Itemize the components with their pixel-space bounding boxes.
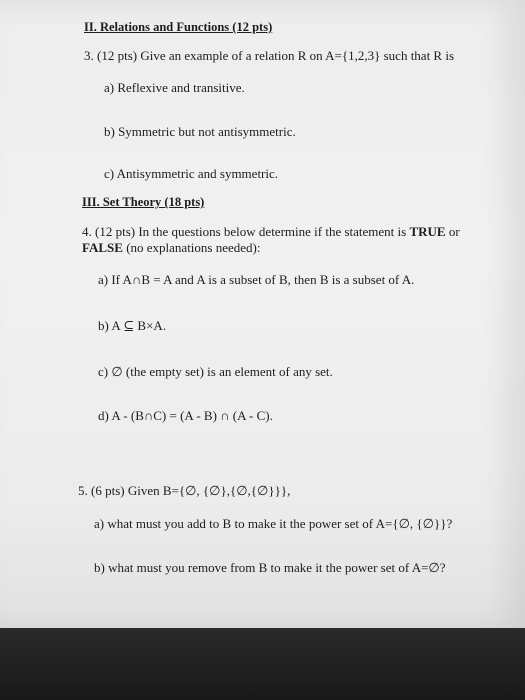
question-3: 3. (12 pts) Give an example of a relation R on A={1,2,3} such that R is — [84, 48, 455, 63]
question-4c: c) ∅ (the empty set) is an element of any set. — [98, 364, 333, 379]
question-3c: c) Antisymmetric and symmetric. — [104, 166, 279, 181]
question-4a: a) If A∩B = A and A is a subset of B, then B is a subset of A. — [98, 272, 415, 287]
question-5: 5. (6 pts) Given B={∅, {∅},{∅,{∅}}}, — [78, 483, 291, 498]
question-4-suffix: (no explanations needed): — [122, 240, 261, 255]
question-4d: d) A - (B∩C) = (A - B) ∩ (A - C). — [98, 408, 273, 423]
section-heading-set-theory: III. Set Theory (18 pts) — [82, 195, 205, 209]
question-4-line1 — [82, 224, 460, 240]
question-4-text: 4. (12 pts) In the questions below determine if the statement is — [82, 224, 410, 239]
or-word: or — [445, 224, 460, 239]
section-heading-relations: II. Relations and Functions (12 pts) — [84, 20, 273, 34]
false-word: FALSE — [82, 240, 123, 255]
background-shadow — [0, 628, 525, 700]
true-word: TRUE — [409, 224, 446, 239]
question-4b: b) A ⊆ B×A. — [98, 318, 167, 333]
question-5b: b) what must you remove from B to make it the power set of A=∅? — [94, 560, 446, 575]
question-4-line2 — [82, 240, 260, 256]
question-3b: b) Symmetric but not antisymmetric. — [104, 124, 296, 139]
question-3a: a) Reflexive and transitive. — [104, 80, 245, 95]
question-5a: a) what must you add to B to make it the power set of A={∅, {∅}}? — [94, 516, 453, 531]
